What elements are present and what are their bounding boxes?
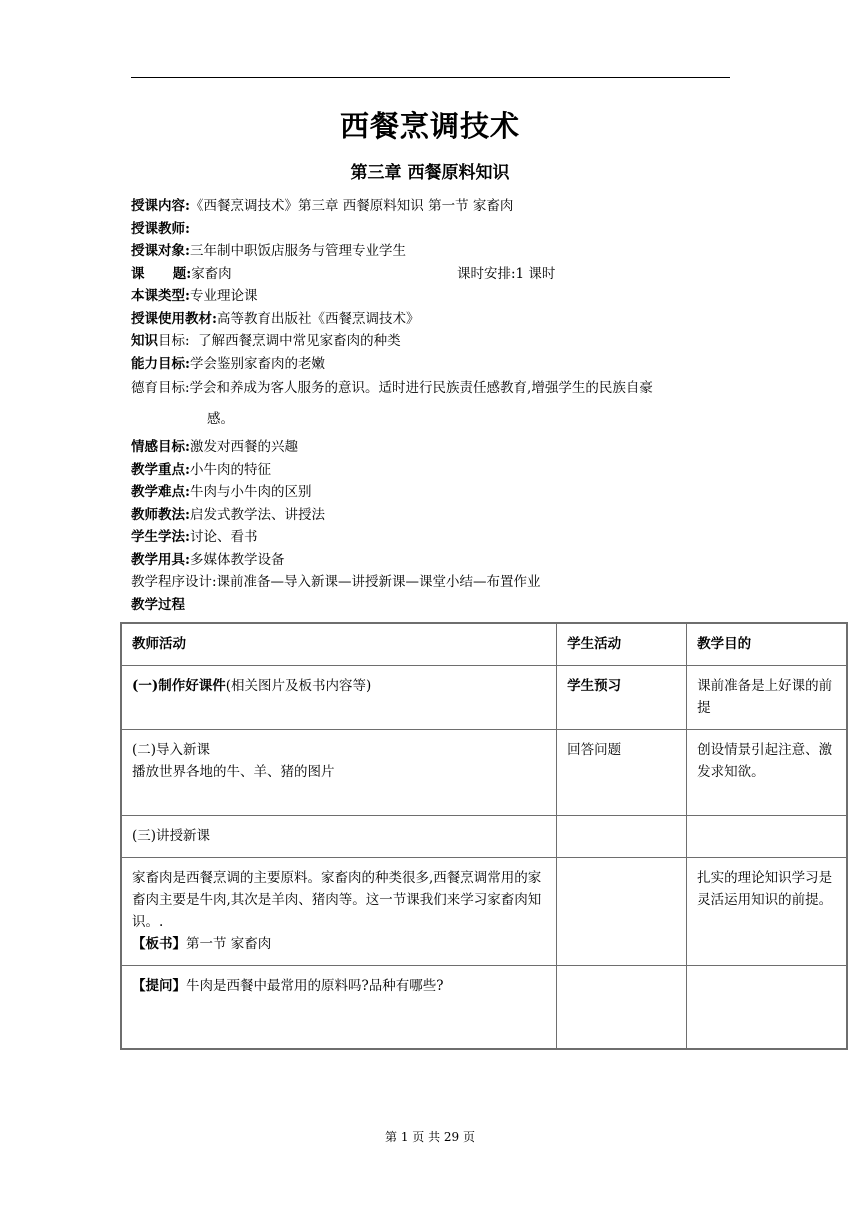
info-hours: 课时安排:1 课时 xyxy=(457,265,556,282)
process-table xyxy=(120,622,848,1050)
teacher-activity-cell: 家畜肉是西餐烹调的主要原料。家畜肉的种类很多,西餐烹调常用的家畜肉主要是牛肉,其次是羊肉、猪肉等。这一节课我们来学习家畜肉知识。. 【板书】第一节 家畜肉 xyxy=(121,857,557,965)
info-content: 授课内容:《西餐烹调技术》第三章 西餐原料知识 第一节 家畜肉 xyxy=(131,198,514,214)
purpose-cell xyxy=(687,965,847,1049)
student-activity-cell: 学生预习 xyxy=(557,665,687,729)
table-header: 教师活动 xyxy=(121,623,557,665)
info-teacher: 授课教师: xyxy=(131,220,190,237)
table-header: 学生活动 xyxy=(557,623,687,665)
info-topic: 课 题:家畜肉 课时安排:1 课时 xyxy=(131,263,741,286)
purpose-cell xyxy=(687,815,847,857)
teacher-activity-cell: (三)讲授新课 xyxy=(121,815,557,857)
info-emotion: 情感目标:激发对西餐的兴趣 xyxy=(131,439,298,455)
table-row xyxy=(121,815,847,857)
teacher-activity-cell: (一)制作好课件(相关图片及板书内容等) xyxy=(121,665,557,729)
info-teaching-method: 教师教法:启发式教学法、讲授法 xyxy=(131,506,325,523)
info-ability: 能力目标:学会鉴别家畜肉的老嫩 xyxy=(131,355,325,372)
table-row xyxy=(121,665,847,729)
chapter-title: 第三章 西餐原料知识 xyxy=(350,163,510,183)
teacher-activity-cell: (二)导入新课 播放世界各地的牛、羊、猪的图片 xyxy=(121,729,557,815)
info-program: 教学程序设计:课前准备—导入新课—讲授新课—课堂小结—布置作业 xyxy=(131,574,541,590)
teacher-activity-cell: 【提问】牛肉是西餐中最常用的原料吗?品种有哪些? xyxy=(121,965,557,1049)
info-key-point: 教学重点:小牛肉的特征 xyxy=(131,461,271,478)
purpose-cell: 课前准备是上好课的前提 xyxy=(687,665,847,729)
lesson-info xyxy=(131,195,741,616)
info-type: 本课类型:专业理论课 xyxy=(131,288,258,304)
table-row xyxy=(121,965,847,1049)
table-header: 教学目的 xyxy=(687,623,847,665)
student-activity-cell xyxy=(557,857,687,965)
document-title: 西餐烹调技术 xyxy=(339,109,520,143)
page-number: 第 1 页 共 29 页 xyxy=(385,1130,475,1144)
info-study-method: 学生学法:讨论、看书 xyxy=(131,529,258,545)
purpose-cell: 创设情景引起注意、激发求知欲。 xyxy=(687,729,847,815)
student-activity-cell: 回答问题 xyxy=(557,729,687,815)
table-row xyxy=(121,729,847,815)
info-audience: 授课对象:三年制中职饭店服务与管理专业学生 xyxy=(131,243,406,259)
purpose-cell: 扎实的理论知识学习是灵活运用知识的前提。 xyxy=(687,857,847,965)
info-tools: 教学用具:多媒体教学设备 xyxy=(131,551,285,568)
info-moral: 德育目标:学会和养成为客人服务的意识。适时进行民族责任感教育,增强学生的民族自豪 感。 xyxy=(131,380,653,427)
info-difficulty: 教学难点:牛肉与小牛肉的区别 xyxy=(131,484,312,500)
info-textbook: 授课使用教材:高等教育出版社《西餐烹调技术》 xyxy=(131,310,420,327)
header-rule xyxy=(131,77,730,78)
student-activity-cell xyxy=(557,815,687,857)
table-row xyxy=(121,857,847,965)
info-knowledge: 知识目标: 了解西餐烹调中常见家畜肉的种类 xyxy=(131,333,401,349)
table-header-row xyxy=(121,623,847,665)
student-activity-cell xyxy=(557,965,687,1049)
info-process-label: 教学过程 xyxy=(131,596,185,613)
